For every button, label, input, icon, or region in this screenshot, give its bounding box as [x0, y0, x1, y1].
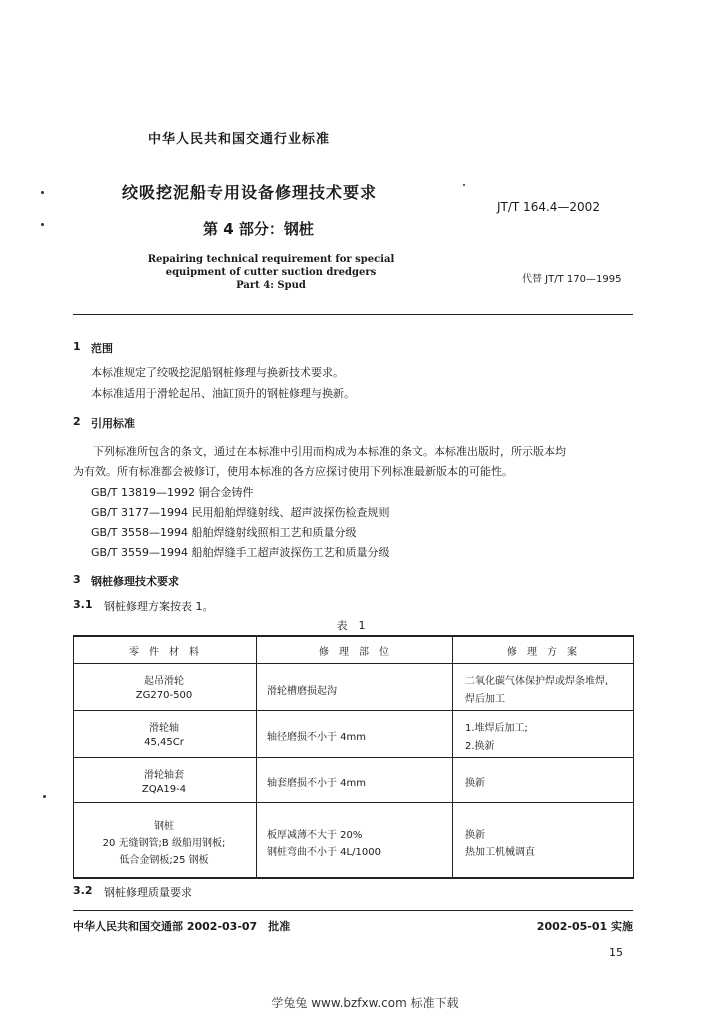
section-3-title: 钢桩修理技术要求 [91, 575, 179, 588]
section-2-number: 2 [73, 415, 81, 428]
table-border-bottom [73, 877, 634, 879]
section-1-title: 范围 [91, 342, 113, 355]
section-3-2-number: 3.2 [73, 884, 93, 897]
table-border-top [73, 635, 634, 637]
table-cell-location: 轴径磨损不小于 4mm [267, 732, 367, 743]
table-caption: 表 1 [336, 619, 366, 632]
reference-item: GB/T 3177—1994 民用船舶焊缝射线、超声波探伤检查规则 [91, 506, 390, 519]
table-cell-part: ZQA19-4 [141, 784, 187, 795]
table-border-left [73, 635, 74, 878]
section-3-2-text: 钢桩修理质量要求 [104, 886, 192, 899]
watermark: 学兔兔 www.bzfxw.com 标准下载 [271, 996, 459, 1010]
table-row-divider [73, 757, 634, 758]
section-3-number: 3 [73, 573, 81, 586]
table-cell-part: 滑轮轴套 [144, 770, 184, 781]
table-cell-scheme: 二氧化碳气体保护焊或焊条堆焊, [465, 676, 609, 687]
footer-divider [73, 910, 633, 911]
table-cell-scheme: 换新 [465, 830, 485, 841]
table-cell-part: 钢桩 [154, 821, 174, 832]
reference-item: GB/T 13819—1992 铜合金铸件 [91, 486, 254, 499]
table-row-divider [73, 802, 634, 803]
table-cell-location: 滑轮槽磨损起沟 [267, 686, 337, 697]
section-1-paragraph-1: 本标准规定了绞吸挖泥船钢桩修理与换新技术要求。 [91, 366, 344, 379]
page-number: 15 [609, 946, 623, 959]
table-header-scheme: 修 理 方 案 [507, 647, 577, 658]
section-1-paragraph-2: 本标准适用于滑轮起吊、油缸顶升的钢桩修理与换新。 [91, 387, 355, 400]
scan-speck [463, 184, 465, 186]
table-cell-part: 滑轮轴 [149, 723, 179, 734]
implementation-date: 2002-05-01 实施 [536, 920, 633, 933]
table-cell-scheme: 2.换新 [465, 741, 495, 752]
english-title-line2: equipment of cutter suction dredgers [165, 267, 377, 278]
scan-speck [43, 795, 46, 798]
section-2-paragraph-line1: 下列标准所包含的条文，通过在本标准中引用而构成为本标准的条文。本标准出版时，所示版本均 [93, 445, 566, 458]
table-cell-scheme: 换新 [465, 778, 485, 789]
reference-item: GB/T 3559—1994 船舶焊缝手工超声波探伤工艺和质量分级 [91, 546, 390, 559]
document-title: 绞吸挖泥船专用设备修理技术要求 [122, 183, 378, 202]
table-cell-part: 起吊滑轮 [144, 676, 184, 687]
table-cell-scheme: 1.堆焊后加工; [465, 723, 528, 734]
section-2-paragraph-line2: 为有效。所有标准都会被修订，使用本标准的各方应探讨使用下列标准最新版本的可能性。 [73, 465, 513, 478]
table-cell-part: ZG270-500 [135, 690, 193, 701]
table-cell-scheme: 焊后加工 [465, 694, 505, 705]
table-cell-location: 板厚减薄不大于 20% [267, 830, 363, 841]
table-cell-location: 轴套磨损不小于 4mm [267, 778, 367, 789]
table-header-divider [73, 663, 634, 664]
table-cell-scheme: 热加工机械调直 [465, 847, 535, 858]
section-2-title: 引用标准 [91, 417, 135, 430]
section-1-number: 1 [73, 340, 81, 353]
table-header-part: 零 件 材 料 [129, 647, 199, 658]
table-cell-part: 低合金钢板;25 钢板 [119, 855, 209, 866]
header-divider [73, 314, 633, 315]
table-cell-part: 45,45Cr [144, 737, 184, 748]
table-row-divider [73, 710, 634, 711]
part-title: 第 4 部分：钢桩 [203, 220, 314, 238]
scan-speck [41, 191, 44, 194]
section-3-1-text: 钢桩修理方案按表 1。 [104, 600, 214, 613]
approval-line: 中华人民共和国交通部 2002-03-07 批准 [73, 920, 291, 933]
table-column-divider [256, 635, 257, 878]
standard-type: 中华人民共和国交通行业标准 [148, 132, 331, 147]
english-title-line1: Repairing technical requirement for special [147, 254, 395, 265]
standard-code: JT/T 164.4—2002 [497, 200, 600, 214]
section-3-1-number: 3.1 [73, 598, 93, 611]
table-cell-part: 20 无缝钢管;B 级船用钢板; [102, 838, 226, 849]
table-cell-location: 钢桩弯曲不小于 4L/1000 [267, 847, 381, 858]
replaces-note: 代替 JT/T 170—1995 [522, 274, 622, 285]
table-header-location: 修 理 部 位 [319, 647, 389, 658]
reference-item: GB/T 3558—1994 船舶焊缝射线照相工艺和质量分级 [91, 526, 357, 539]
scan-speck [41, 223, 44, 226]
table-border-right [633, 635, 634, 878]
english-title-line3: Part 4: Spud [236, 280, 306, 291]
table-column-divider [452, 635, 453, 878]
